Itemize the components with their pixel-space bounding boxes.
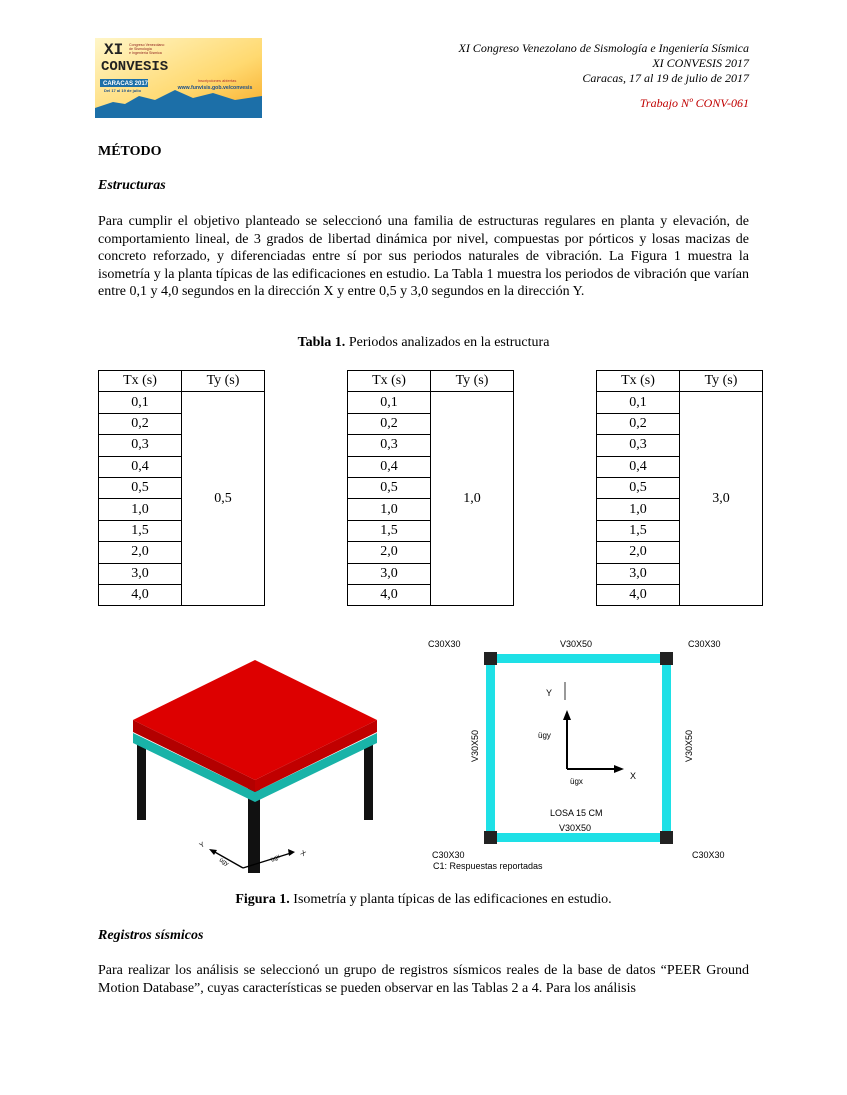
tx-cell: 1,0 — [597, 499, 680, 520]
column-label-top-left: C30X30 — [428, 639, 461, 649]
tx-cell: 0,2 — [348, 413, 431, 434]
isometry-figure — [125, 640, 390, 875]
tx-cell: 1,5 — [99, 520, 182, 541]
subsection-structures: Estructuras — [98, 178, 166, 193]
tx-cell: 0,2 — [597, 413, 680, 434]
ty-cell: 1,0 — [431, 392, 514, 606]
column-right — [364, 740, 373, 820]
column-top-right — [660, 652, 673, 665]
tx-cell: 3,0 — [348, 563, 431, 584]
logo-registration: Inscripciones abiertas — [197, 78, 237, 83]
table-header-ty: Ty (s) — [431, 371, 514, 392]
ty-cell: 0,5 — [182, 392, 265, 606]
plan-ugx: ügx — [570, 777, 583, 786]
iso-axis-x: X — [299, 849, 307, 859]
subsection-records: Registros sísmicos — [98, 928, 204, 943]
logo-small-1: Congreso Venezolano — [129, 43, 165, 47]
slab-label: LOSA 15 CM — [550, 808, 603, 818]
tx-cell: 1,0 — [348, 499, 431, 520]
tx-cell: 1,5 — [597, 520, 680, 541]
tx-cell: 4,0 — [348, 584, 431, 605]
figure-caption-text: Isometría y planta típicas de las edificaciones en estudio. — [293, 892, 612, 907]
table-header-tx: Tx (s) — [597, 371, 680, 392]
table-header-tx: Tx (s) — [99, 371, 182, 392]
period-table — [98, 370, 265, 606]
column-left — [137, 740, 146, 820]
table-caption-label: Tabla 1. — [297, 335, 346, 350]
work-number: Trabajo Nº CONV-061 — [639, 96, 749, 110]
paragraph-records: Para realizar los análisis se seleccionó un grupo de registros sísmicos reales de la base de datos “PEER Ground Motion Database”, cuyas características se pueden observar en las Tablas 2 a 4. Para los análisis — [98, 963, 749, 996]
table-caption-text: Periodos analizados en la estructura — [348, 335, 550, 350]
tx-cell: 4,0 — [597, 584, 680, 605]
plan-figure — [420, 632, 760, 877]
tx-cell: 0,3 — [348, 435, 431, 456]
column-bottom-right — [660, 831, 673, 844]
tx-cell: 0,5 — [99, 477, 182, 498]
column-label-top-right: C30X30 — [688, 639, 721, 649]
tx-cell: 0,5 — [597, 477, 680, 498]
beam-label-right: V30X50 — [684, 729, 694, 762]
tx-cell: 0,1 — [597, 392, 680, 413]
logo-numeral: XI — [104, 41, 124, 59]
tx-cell: 3,0 — [597, 563, 680, 584]
convesis-logo — [95, 38, 262, 118]
tx-cell: 0,5 — [348, 477, 431, 498]
beam-label-top: V30X50 — [560, 639, 593, 649]
logo-name: CONVESIS — [101, 59, 169, 75]
table-header-ty: Ty (s) — [680, 371, 763, 392]
paragraph-structures: Para cumplir el objetivo planteado se seleccionó una familia de estructuras regulares en planta y elevación, de comportamiento lineal, de 3 grados de libertad dinámica por nivel, compuestas por pórticos y losas macizas de concreto reforzado, y diferenciadas entre sí por sus periodos naturales de vibración. La Figura 1 muestra la isometría y la planta típicas de las edificaciones en estudio. La Tabla 1 muestra los periodos de vibración que varían entre 0,1 y 4,0 segundos en la dirección X y entre 0,5 y 3,0 segundos en la dirección Y. — [98, 214, 749, 300]
plan-axis-x: X — [630, 771, 637, 781]
period-table — [347, 370, 514, 606]
beam-left — [486, 654, 495, 842]
tx-cell: 2,0 — [99, 542, 182, 563]
plan-axis-y: Y — [546, 688, 553, 698]
tx-cell: 0,4 — [99, 456, 182, 477]
table-header-ty: Ty (s) — [182, 371, 265, 392]
header-congress: XI Congreso Venezolano de Sismología e Ingeniería Sísmica — [458, 41, 749, 55]
iso-axis-y: Y — [198, 841, 207, 850]
tx-cell: 2,0 — [597, 542, 680, 563]
tx-cell: 1,0 — [99, 499, 182, 520]
tx-cell: 0,3 — [99, 435, 182, 456]
slab-top — [133, 660, 377, 780]
period-table — [596, 370, 763, 606]
column-label-bottom-left: C30X30 — [432, 850, 465, 860]
column-top-left — [484, 652, 497, 665]
plan-axes — [563, 682, 624, 773]
header-event: XI CONVESIS 2017 — [652, 56, 749, 70]
beam-top — [486, 654, 671, 663]
tx-cell: 0,2 — [99, 413, 182, 434]
note-reported: C1: Respuestas reportadas — [433, 861, 543, 871]
plan-ugy: ügy — [538, 731, 551, 740]
figure-caption — [98, 892, 749, 908]
table-header-tx: Tx (s) — [348, 371, 431, 392]
tx-cell: 4,0 — [99, 584, 182, 605]
logo-website: www.funvisis.gob.ve/convesis — [177, 85, 253, 91]
logo-small-2: de Sismología — [129, 47, 152, 51]
tx-cell: 0,4 — [348, 456, 431, 477]
iso-ugx: ügx — [270, 853, 282, 864]
beam-label-bottom: V30X50 — [559, 823, 592, 833]
table-caption — [98, 335, 749, 351]
tx-cell: 1,5 — [348, 520, 431, 541]
tx-cell: 3,0 — [99, 563, 182, 584]
section-title: MÉTODO — [98, 144, 162, 159]
iso-ugy: ügy — [218, 857, 230, 868]
tx-cell: 0,1 — [348, 392, 431, 413]
logo-dates: Del 17 al 19 de julio — [104, 88, 141, 93]
beam-right — [662, 654, 671, 842]
column-label-bottom-right: C30X30 — [692, 850, 725, 860]
tx-cell: 0,3 — [597, 435, 680, 456]
tx-cell: 2,0 — [348, 542, 431, 563]
logo-small-3: e Ingeniería Sísmica — [129, 51, 162, 55]
beam-label-left: V30X50 — [470, 729, 480, 762]
header-date: Caracas, 17 al 19 de julio de 2017 — [582, 71, 749, 85]
ty-cell: 3,0 — [680, 392, 763, 606]
figure-caption-label: Figura 1. — [235, 892, 290, 907]
beam-bottom — [486, 833, 671, 842]
logo-badge: CARACAS 2017 — [103, 81, 149, 87]
tx-cell: 0,1 — [99, 392, 182, 413]
column-bottom-left — [484, 831, 497, 844]
tx-cell: 0,4 — [597, 456, 680, 477]
